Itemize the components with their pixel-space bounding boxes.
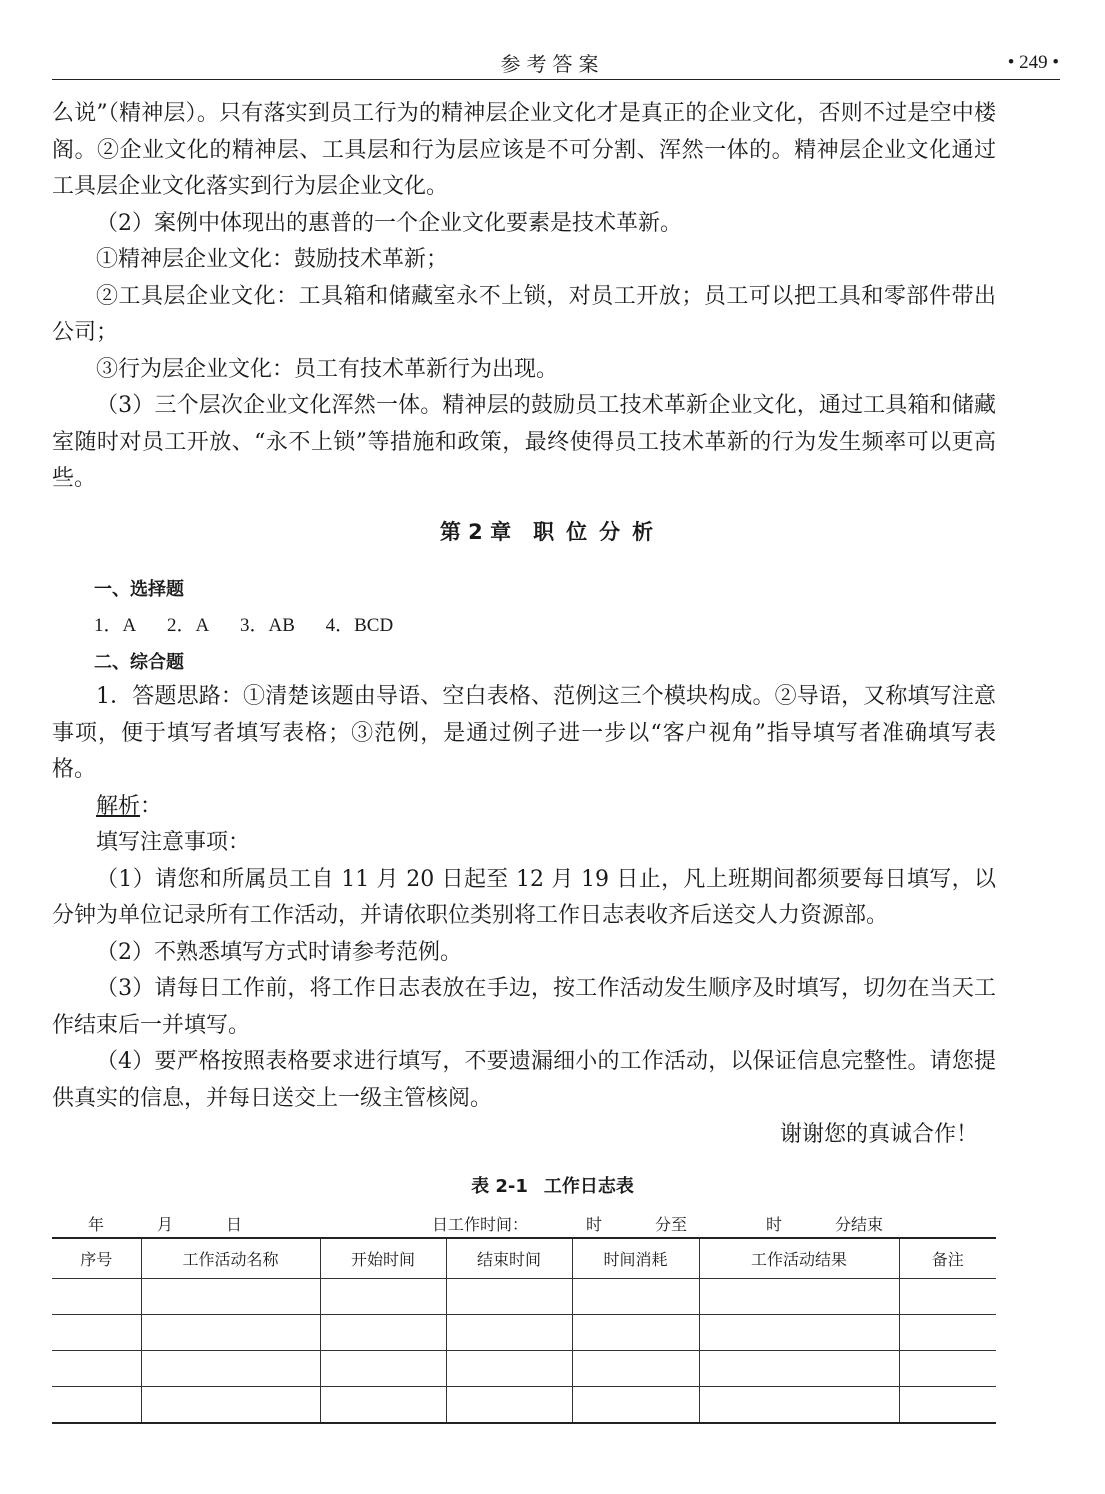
table-cell xyxy=(899,1279,996,1315)
header-rule xyxy=(52,79,1060,80)
column-header: 开始时间 xyxy=(320,1238,446,1279)
paragraph: ②工具层企业文化：工具箱和储藏室永不上锁，对员工开放；员工可以把工具和零部件带出公司； xyxy=(52,283,996,345)
paragraph: 么说”（精神层）。只有落实到员工行为的精神层企业文化才是真正的企业文化，否则不过是空中楼阁。②企业文化的精神层、工具层和行为层应该是不可分割、浑然一体的。精神层企业文化通过工具层企业文化落实到行为层企业文化。 xyxy=(52,101,996,199)
table-number: 表 2-1 xyxy=(471,1176,528,1197)
table-cell xyxy=(141,1279,320,1315)
section-heading-choice: 一、选择题 xyxy=(94,579,184,600)
table-cell xyxy=(446,1387,572,1424)
table-row xyxy=(52,1387,996,1424)
work-time-label: 日工作时间： xyxy=(432,1215,529,1234)
minute-end-label: 分结束 xyxy=(835,1215,884,1234)
table-cell xyxy=(141,1315,320,1351)
comprehensive-section xyxy=(52,679,996,1154)
table-cell xyxy=(699,1279,899,1315)
table-cell xyxy=(446,1279,572,1315)
intro-section xyxy=(52,96,996,498)
table-cell xyxy=(572,1387,699,1424)
table-row xyxy=(52,1315,996,1351)
table-cell xyxy=(320,1387,446,1424)
table-cell xyxy=(572,1279,699,1315)
column-header: 工作活动名称 xyxy=(141,1238,320,1279)
table-cell xyxy=(320,1351,446,1387)
table-cell xyxy=(699,1387,899,1424)
paragraph: （2）案例中体现出的惠普的一个企业文化要素是技术革新。 xyxy=(96,210,682,236)
table-cell xyxy=(699,1315,899,1351)
work-log-table xyxy=(52,1237,996,1424)
month-label: 月 xyxy=(157,1215,174,1234)
thanks-line: 谢谢您的真诚合作！ xyxy=(779,1122,978,1147)
note-item: （3）请每日工作前，将工作日志表放在手边，按工作活动发生顺序及时填写，切勿在当天工作结束后一并填写。 xyxy=(52,976,996,1038)
hour-label: 时 xyxy=(586,1215,603,1234)
chapter-name: 职位分析 xyxy=(533,520,666,544)
chapter-heading xyxy=(0,516,1105,546)
day-label: 日 xyxy=(226,1215,243,1234)
analysis-colon: ： xyxy=(140,793,163,819)
table-cell xyxy=(320,1315,446,1351)
paragraph: ③行为层企业文化：员工有技术革新行为出现。 xyxy=(96,356,559,382)
choice-answers xyxy=(94,610,419,637)
chapter-number: 第 2 章 xyxy=(439,520,512,544)
table-cell xyxy=(141,1387,320,1424)
section-heading-comprehensive: 二、综合题 xyxy=(94,652,184,673)
table-name: 工作日志表 xyxy=(543,1176,634,1197)
table-cell xyxy=(52,1351,141,1387)
answer-item: 3．AB xyxy=(239,615,295,636)
note-item: （1）请您和所属员工自 11 月 20 日起至 12 月 19 日止，凡上班期间都须要每日填写，以分钟为单位记录所有工作活动，并请依职位类别将工作日志表收齐后送交人力资源部。 xyxy=(52,866,996,928)
note-item: （4）要严格按照表格要求进行填写，不要遗漏细小的工作活动，以保证信息完整性。请您提供真实的信息，并每日送交上一级主管核阅。 xyxy=(52,1049,996,1111)
table-cell xyxy=(141,1351,320,1387)
page-number: • 249 • xyxy=(1007,52,1059,73)
table-cell xyxy=(899,1387,996,1424)
column-header: 备注 xyxy=(899,1238,996,1279)
analysis-label-text: 解析 xyxy=(96,793,141,819)
column-header: 结束时间 xyxy=(446,1238,572,1279)
column-header: 工作活动结果 xyxy=(699,1238,899,1279)
analysis-label xyxy=(52,789,996,826)
table-cell xyxy=(52,1315,141,1351)
paragraph: ①精神层企业文化：鼓励技术革新； xyxy=(96,247,449,272)
running-header-title: 参考答案 xyxy=(500,52,605,76)
table-row xyxy=(52,1279,996,1315)
answer-item: 2．A xyxy=(166,615,210,636)
answer-item: 4．BCD xyxy=(325,615,394,636)
column-header: 序号 xyxy=(52,1238,141,1279)
paragraph: （3）三个层次企业文化浑然一体。精神层的鼓励员工技术革新企业文化，通过工具箱和储藏室随时对员工开放、“永不上锁”等措施和政策，最终使得员工技术革新的行为发生频率可以更高些。 xyxy=(52,393,996,491)
table-cell xyxy=(899,1351,996,1387)
table-cell xyxy=(52,1279,141,1315)
note-item: （2）不熟悉填写方式时请参考范例。 xyxy=(96,939,462,965)
table-cell xyxy=(446,1351,572,1387)
minute-to-label: 分至 xyxy=(655,1215,688,1234)
table-cell xyxy=(572,1315,699,1351)
year-label: 年 xyxy=(88,1215,105,1234)
table-cell xyxy=(320,1279,446,1315)
column-header: 时间消耗 xyxy=(572,1238,699,1279)
answer-item: 1．A xyxy=(94,615,137,636)
answer-idea: 1．答题思路：①清楚该题由导语、空白表格、范例这三个模块构成。②导语，又称填写注意事项，便于填写者填写表格；③范例，是通过例子进一步以“客户视角”指导填写者准确填写表格。 xyxy=(52,684,996,782)
table-cell xyxy=(446,1315,572,1351)
table-cell xyxy=(52,1387,141,1424)
table-cell xyxy=(572,1351,699,1387)
table-cell xyxy=(699,1351,899,1387)
table-header-row xyxy=(52,1238,996,1279)
hour-label: 时 xyxy=(766,1215,783,1234)
notes-heading: 填写注意事项： xyxy=(96,830,251,855)
table-cell xyxy=(899,1315,996,1351)
table-caption xyxy=(0,1172,1105,1198)
table-row xyxy=(52,1351,996,1387)
